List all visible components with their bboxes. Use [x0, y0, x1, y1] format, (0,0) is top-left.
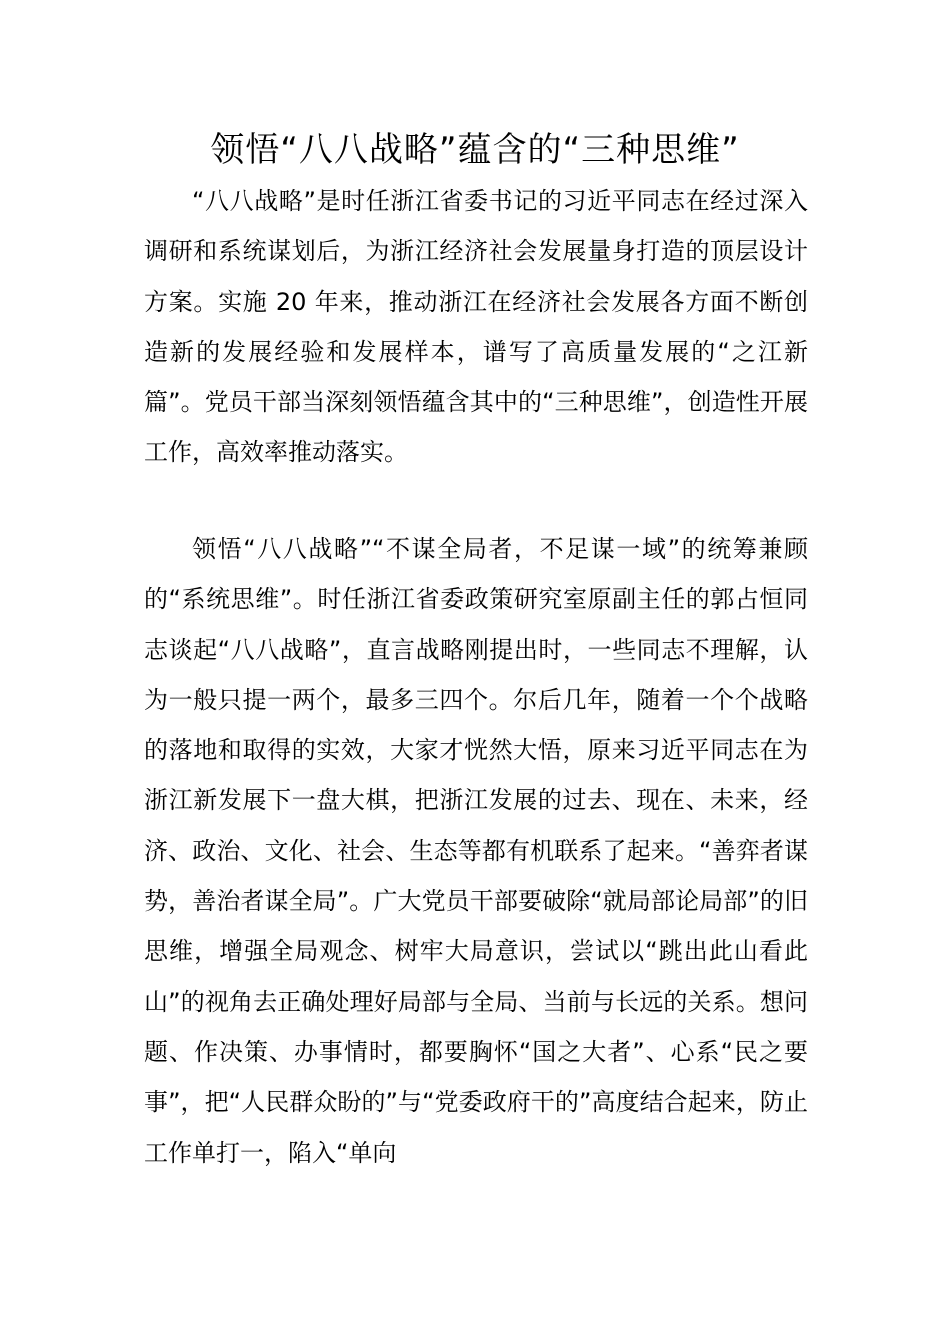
paragraph-system-thinking: 领悟“八八战略”“不谋全局者，不足谋一域”的统筹兼顾的“系统思维”。时任浙江省委政策研究室原副主任的郭占恒同志谈起“八八战略”，直言战略刚提出时，一些同志不理解，认为一般只提一两个，最多三四个。尔后几年，随着一个个战略的落地和取得的实效，大家才恍然大悟，原来习近平同志在为浙江新发展下一盘大棋，把浙江发展的过去、现在、未来，经济、政治、文化、社会、生态等都有机联系了起来。“善弈者谋势，善治者谋全局”。广大党员干部要破除“就局部论局部”的旧思维，增强全局观念、树牢大局意识，尝试以“跳出此山看此山”的视角去正确处理好局部与全局、当前与长远的关系。想问题、作决策、办事情时，都要胸怀“国之大者”、心系“民之要事”，把“人民群众盼的”与“党委政府干的”高度结合起来，防止工作单打一，陷入“单向 [144, 535, 808, 1167]
document-title: 领悟“八八战略”蕴含的“三种思维” [210, 130, 740, 170]
paragraph-intro: “八八战略”是时任浙江省委书记的习近平同志在经过深入调研和系统谋划后，为浙江经济社会发展量身打造的顶层设计方案。实施 20 年来，推动浙江在经济社会发展各方面不断创造新的发展经验和发展样本，谱写了高质量发展的“之江新篇”。党员干部当深刻领悟蕴含其中的“三种思维”，创造性开展工作，高效率推动落实。 [144, 187, 808, 467]
